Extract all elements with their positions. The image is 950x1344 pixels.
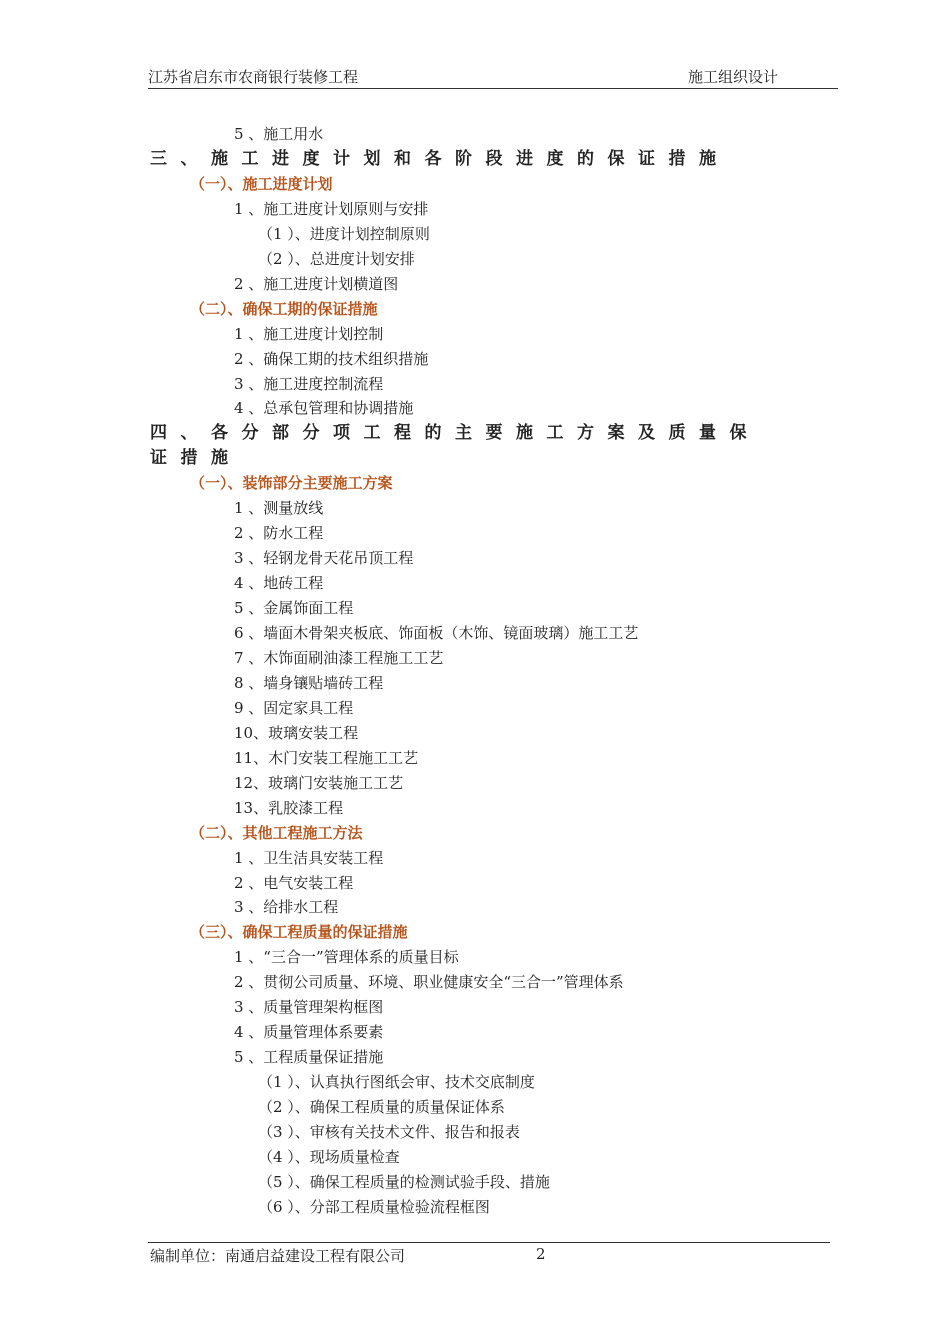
toc-item: 11、木门安装工程施工工艺: [234, 748, 419, 767]
toc-item: 3 、施工进度控制流程: [234, 374, 384, 393]
toc-item: 5 、金属饰面工程: [234, 599, 354, 618]
toc-item: 4 、地砖工程: [234, 574, 324, 593]
section-heading: 三、施工进度计划和各阶段进度的保证措施: [150, 148, 730, 169]
toc-item: 5 、施工用水: [234, 125, 324, 143]
toc-item: 3 、给排水工程: [234, 898, 339, 917]
subsection-heading: （一）、装饰部分主要施工方案: [190, 474, 393, 493]
toc-item: 4 、质量管理体系要素: [234, 1023, 384, 1042]
toc-item: 12、玻璃门安装施工工艺: [234, 773, 404, 792]
page-number: 2: [536, 1245, 546, 1263]
toc-item: 1 、测量放线: [234, 499, 324, 518]
toc-item: 7 、木饰面刷油漆工程施工工艺: [234, 648, 444, 667]
toc-item: 1 、“三合一”管理体系的质量目标: [234, 948, 459, 967]
toc-item: 5 、工程质量保证措施: [234, 1048, 384, 1067]
toc-item: 10、玻璃安装工程: [234, 723, 359, 742]
toc-item: （1 ）、进度计划控制原则: [258, 224, 430, 243]
toc-item: （4 ）、现场质量检查: [258, 1147, 400, 1166]
toc-item: （1 ）、认真执行图纸会审、技术交底制度: [258, 1073, 535, 1092]
project-title: 江苏省启东市农商银行装修工程: [148, 68, 359, 86]
toc-item: 2 、确保工期的技术组织措施: [234, 349, 429, 368]
toc-item: 3 、质量管理架构框图: [234, 998, 384, 1017]
section-heading: 四、各分部分项工程的主要施工方案及质量保: [150, 423, 760, 444]
toc-item: 13、乳胶漆工程: [234, 798, 344, 817]
footer-divider: [148, 1242, 830, 1243]
toc-item: （3 ）、审核有关技术文件、报告和报表: [258, 1123, 520, 1141]
toc-item: 1 、施工进度计划控制: [234, 324, 384, 343]
toc-item: 2 、施工进度计划横道图: [234, 274, 399, 293]
subsection-heading: （二）、其他工程施工方法: [190, 823, 363, 842]
toc-item: 9 、固定家具工程: [234, 698, 354, 717]
toc-item: 1 、施工进度计划原则与安排: [234, 199, 429, 218]
toc-item: 2 、电气安装工程: [234, 873, 354, 892]
toc-item: 3 、轻钢龙骨天花吊顶工程: [234, 549, 414, 568]
toc-item: 6 、墙面木骨架夹板底、饰面板（木饰、镜面玻璃）施工工艺: [234, 624, 639, 642]
subsection-heading: （二）、确保工期的保证措施: [190, 299, 378, 318]
page-header: [148, 66, 838, 89]
footer-unit: 编制单位：南通启益建设工程有限公司: [150, 1247, 406, 1265]
document-type: 施工组织设计: [688, 68, 779, 86]
toc-item: 1 、卫生洁具安装工程: [234, 848, 384, 867]
toc-item: 2 、贯彻公司质量、环境、职业健康安全“三合一”管理体系: [234, 973, 624, 992]
section-heading: 证措施: [150, 448, 242, 469]
toc-item: 8 、墙身镶贴墙砖工程: [234, 673, 384, 692]
toc-item: （2 ）、确保工程质量的质量保证体系: [258, 1098, 505, 1117]
subsection-heading: （三）、确保工程质量的保证措施: [190, 923, 408, 942]
subsection-heading: （一）、施工进度计划: [190, 174, 333, 193]
toc-item: （5 ）、确保工程质量的检测试验手段、措施: [258, 1172, 550, 1191]
toc-item: （6 ）、分部工程质量检验流程框图: [258, 1197, 490, 1216]
toc-item: 2 、防水工程: [234, 524, 324, 543]
toc-item: 4 、总承包管理和协调措施: [234, 399, 414, 418]
toc-item: （2 ）、总进度计划安排: [258, 249, 415, 268]
